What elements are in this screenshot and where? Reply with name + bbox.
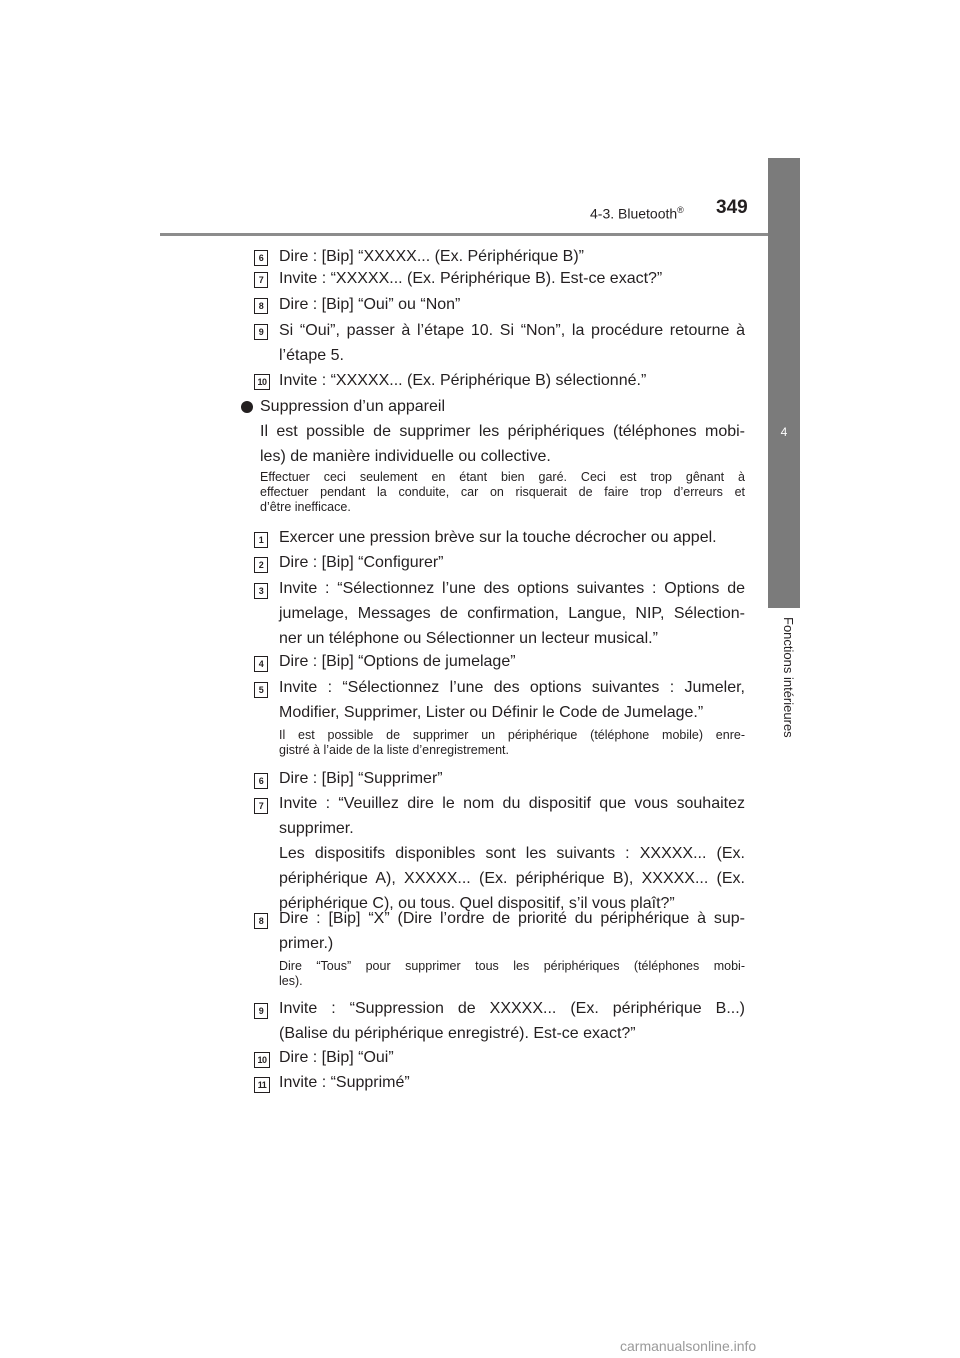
text-line: Invite : “Sélectionnez l’une des options suivantes : Options de: [279, 580, 745, 597]
step-badge: 8: [254, 298, 268, 314]
step-badge: 7: [254, 798, 268, 814]
page-number: 349: [716, 197, 748, 218]
text-line: Dire : [Bip] “Oui” ou “Non”: [279, 296, 461, 313]
bullet-title: [260, 394, 745, 419]
section-title: [590, 205, 684, 222]
step-note: [279, 728, 745, 758]
step-badge: 11: [254, 1077, 270, 1093]
text-line: Si “Oui”, passer à l’étape 10. Si “Non”, la procédure retourne à: [279, 322, 745, 339]
step-badge: 5: [254, 682, 268, 698]
step-text: [279, 266, 745, 291]
step-badge: 3: [254, 583, 268, 599]
text-line: Dire : [Bip] “X” (Dire l’ordre de priorité du périphérique à sup-: [279, 910, 745, 927]
text-line: les) de manière individuelle ou collective.: [260, 448, 551, 465]
step-text: [279, 576, 745, 651]
step-badge: 9: [254, 1003, 268, 1019]
step-badge: 1: [254, 532, 268, 548]
step-badge: 7: [254, 272, 268, 288]
step-badge: 4: [254, 656, 268, 672]
text-line: ner un téléphone ou Sélectionner un lecteur musical.”: [279, 630, 658, 647]
text-line: Dire : [Bip] “Configurer”: [279, 554, 444, 571]
step-badge: 9: [254, 324, 268, 340]
step-text: [279, 675, 745, 725]
text-line: Invite : “XXXXX... (Ex. Périphérique B). Est-ce exact?”: [279, 270, 663, 287]
text-line: Dire : [Bip] “XXXXX... (Ex. Périphérique B)”: [279, 248, 584, 265]
step-text: [279, 996, 745, 1046]
text-line: Dire : [Bip] “Supprimer”: [279, 770, 443, 787]
step-badge: 10: [254, 374, 270, 390]
text-line: supprimer.: [279, 820, 354, 837]
text-line: Les dispositifs disponibles sont les suivants : XXXXX... (Ex.: [279, 845, 745, 862]
text-line: Dire : [Bip] “Options de jumelage”: [279, 653, 516, 670]
step-text: [279, 766, 745, 791]
step-text: [279, 318, 745, 368]
text-line: Invite : “Suppression de XXXXX... (Ex. périphérique B...): [279, 1000, 745, 1017]
text-line: Suppression d’un appareil: [260, 398, 446, 415]
step-text: [279, 550, 745, 575]
text-line: Invite : “Veuillez dire le nom du dispositif que vous souhaitez: [279, 795, 745, 812]
chapter-title: Fonctions intérieures: [781, 617, 796, 738]
text-line: jumelage, Messages de confirmation, Langue, NIP, Sélection-: [279, 605, 745, 622]
note-line: d’être inefficace.: [260, 500, 351, 514]
bullet-body: [260, 419, 745, 469]
text-line: Invite : “Supprimé”: [279, 1074, 410, 1091]
text-line: l’étape 5.: [279, 347, 344, 364]
note-line: Il est possible de supprimer un périphérique (téléphone mobile) enre-: [279, 728, 745, 742]
text-line: Invite : “Sélectionnez l’une des options suivantes : Jumeler,: [279, 679, 745, 696]
note-line: effectuer pendant la conduite, car on risquerait de faire trop d’erreurs et: [260, 485, 745, 499]
step-text: [279, 791, 745, 916]
header-divider: [160, 233, 800, 236]
text-line: primer.): [279, 935, 334, 952]
step-text: [279, 1045, 745, 1070]
text-line: (Balise du périphérique enregistré). Est-ce exact?”: [279, 1025, 636, 1042]
watermark: carmanualsonline.info: [620, 1338, 757, 1354]
step-text: [279, 649, 745, 674]
step-text: [279, 1070, 745, 1095]
text-line: Modifier, Supprimer, Lister ou Définir le Code de Jumelage.”: [279, 704, 704, 721]
text-line: Invite : “XXXXX... (Ex. Périphérique B) sélectionné.”: [279, 372, 647, 389]
chapter-tab: [768, 158, 800, 608]
text-line: Il est possible de supprimer les périphériques (téléphones mobi-: [260, 423, 745, 440]
step-text: [279, 292, 745, 317]
bullet-icon: [241, 401, 253, 413]
step-badge: 8: [254, 913, 268, 929]
chapter-number: 4: [780, 425, 788, 439]
registered-mark: ®: [677, 205, 684, 215]
text-line: périphérique C), ou tous. Quel dispositif, s’il vous plaît?”: [279, 895, 675, 912]
note-line: gistré à l’aide de la liste d’enregistrement.: [279, 743, 509, 757]
step-badge: 10: [254, 1052, 270, 1068]
section-title-text: 4-3. Bluetooth: [590, 205, 678, 222]
step-badge: 6: [254, 250, 268, 266]
step-text: [279, 525, 745, 550]
text-line: périphérique A), XXXXX... (Ex. périphérique B), XXXXX... (Ex.: [279, 870, 745, 887]
step-text: [279, 906, 745, 956]
text-line: Dire : [Bip] “Oui”: [279, 1049, 394, 1066]
note-line: Effectuer ceci seulement en étant bien garé. Ceci est trop gênant à: [260, 470, 745, 484]
text-line: Exercer une pression brève sur la touche décrocher ou appel.: [279, 529, 717, 546]
note-line: les).: [279, 974, 303, 988]
step-badge: 6: [254, 773, 268, 789]
bullet-note: [260, 470, 745, 515]
step-text: [279, 368, 745, 393]
step-note: [279, 959, 745, 989]
note-line: Dire “Tous” pour supprimer tous les périphériques (téléphones mobi-: [279, 959, 745, 973]
step-badge: 2: [254, 557, 268, 573]
